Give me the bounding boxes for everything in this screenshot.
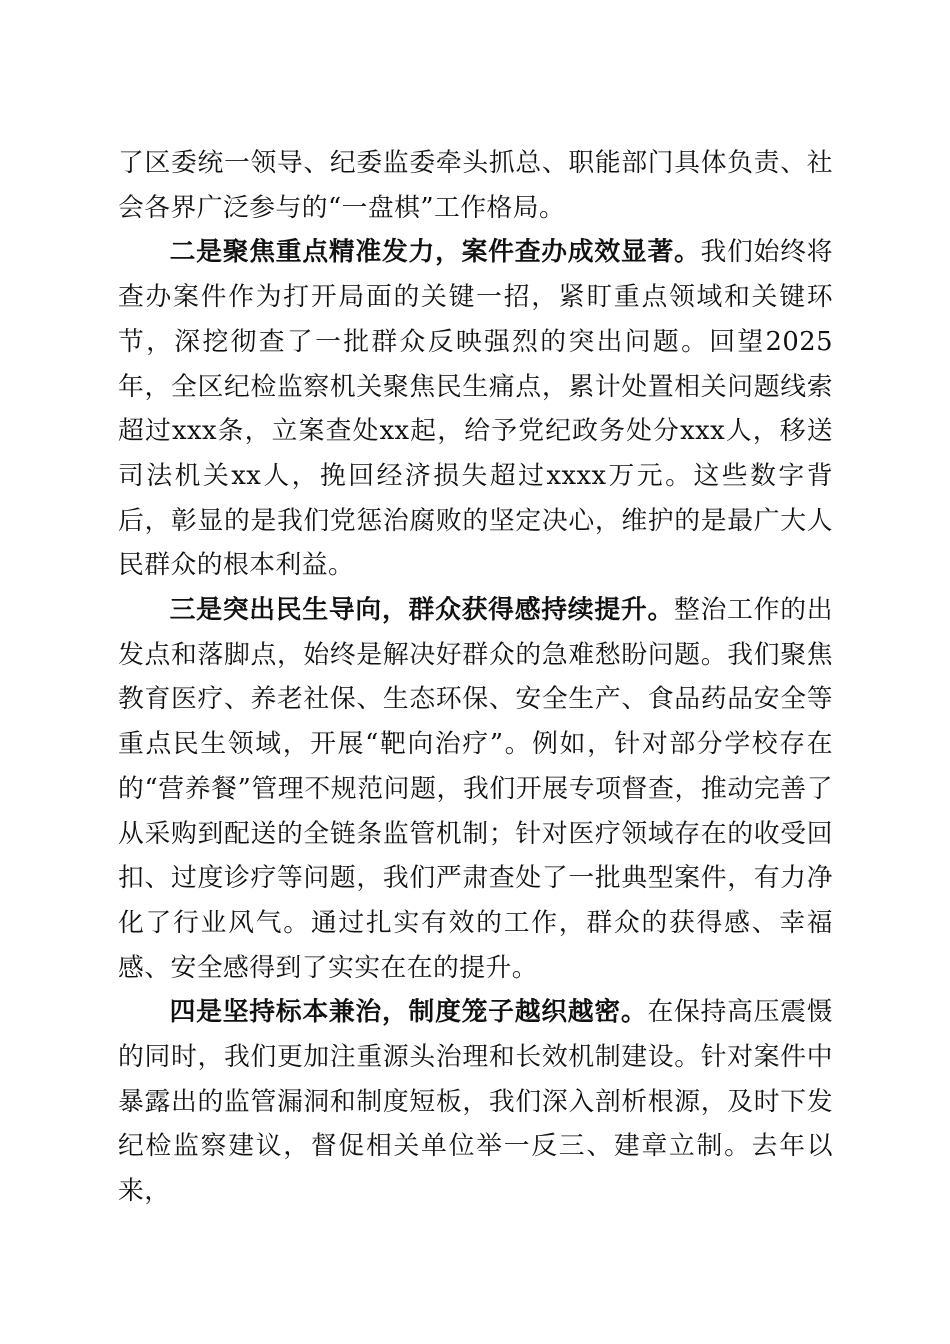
paragraph-1-text: 了区委统一领导、纪委监委牵头抓总、职能部门具体负责、社会各界广泛参与的“一盘棋”工作格局。 (118, 148, 833, 223)
paragraph-3-text: 整治工作的出发点和落脚点，始终是解决好群众的急难愁盼问题。我们聚焦教育医疗、养老社保、生态环保、安全生产、食品药品安全等重点民生领域，开展“靶向治疗”。例如，针对部分学校存在的“营养餐”管理不规范问题，我们开展专项督查，推动完善了从采购到配送的全链条监管机制；针对医疗领域存在的收受回扣、过度诊疗等问题，我们严肃查处了一批典型案件，有力净化了行业风气。通过扎实有效的工作，群众的获得感、幸福感、安全感得到了实实在在的提升。 (118, 595, 833, 983)
paragraph-1 (118, 141, 833, 230)
paragraph-4-text: 在保持高压震慑的同时，我们更加注重源头治理和长效机制建设。针对案件中暴露出的监管漏洞和制度短板，我们深入剖析根源，及时下发纪检监察建议，督促相关单位举一反三、建章立制。去年以来， (118, 997, 833, 1207)
paragraph-3 (118, 588, 833, 990)
paragraph-2-text: 我们始终将查办案件作为打开局面的关键一招，紧盯重点领域和关键环节，深挖彻查了一批群众反映强烈的突出问题。回望2025年，全区纪检监察机关聚焦民生痛点，累计处置相关问题线索超过xxx条，立案查处xx起，给予党纪政务处分xxx人，移送司法机关xx人，挽回经济损失超过xxxx万元。这些数字背后，彰显的是我们党惩治腐败的坚定决心，维护的是最广大人民群众的根本利益。 (118, 237, 833, 581)
paragraph-2-lead: 二是聚焦重点精准发力，案件查办成效显著。 (169, 237, 701, 268)
paragraph-4 (118, 990, 833, 1214)
document-body (118, 141, 833, 1214)
paragraph-2 (118, 230, 833, 588)
paragraph-3-lead: 三是突出民生导向，群众获得感持续提升。 (169, 595, 674, 626)
paragraph-4-lead: 四是坚持标本兼治，制度笼子越织越密。 (169, 997, 648, 1028)
